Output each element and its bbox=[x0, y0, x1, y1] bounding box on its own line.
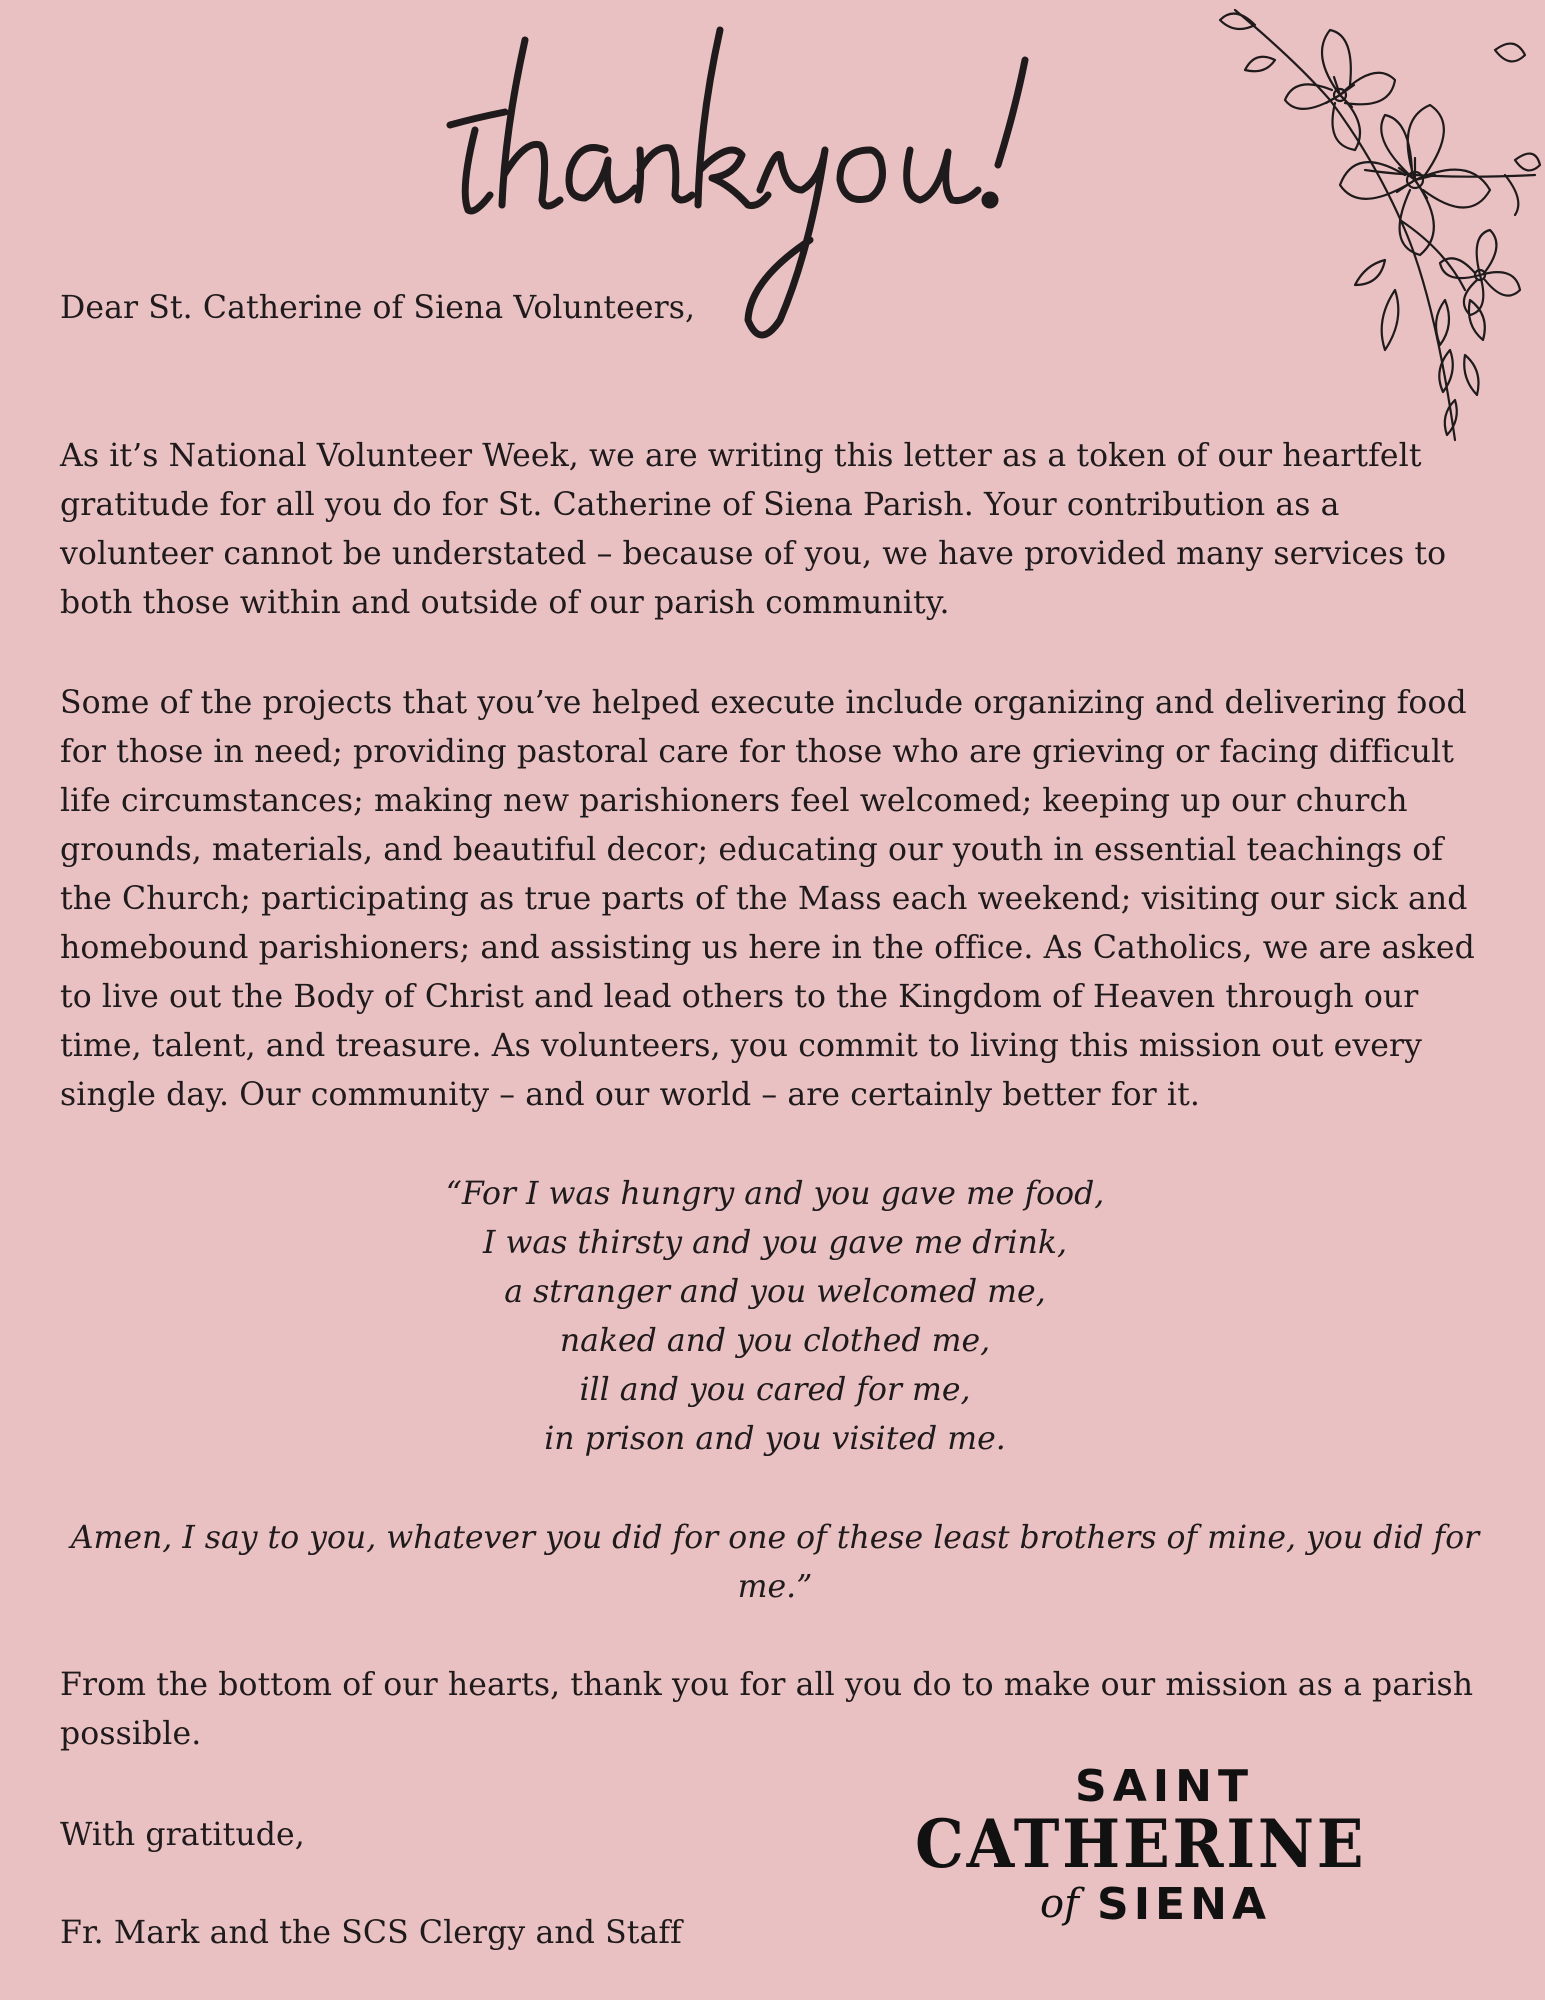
logo-saint: SAINT bbox=[1075, 1761, 1254, 1812]
scripture-quote bbox=[60, 1170, 1490, 1464]
floral-corner-icon bbox=[1215, 0, 1545, 450]
quote-line: I was thirsty and you gave me drink, bbox=[483, 1225, 1067, 1261]
quote-line: in prison and you visited me. bbox=[544, 1421, 1006, 1457]
greeting: Dear St. Catherine of Siena Volunteers, bbox=[60, 290, 696, 326]
logo-siena: SIENA bbox=[1097, 1879, 1271, 1930]
signoff: With gratitude, bbox=[60, 1817, 305, 1853]
quote-line: “For I was hungry and you gave me food, bbox=[445, 1176, 1105, 1212]
signature: Fr. Mark and the SCS Clergy and Staff bbox=[60, 1915, 682, 1951]
logo-catherine: CATHERINE bbox=[915, 1805, 1367, 1883]
parish-logo bbox=[915, 1762, 1425, 1932]
logo-of: of bbox=[1040, 1881, 1079, 1927]
quote-line: naked and you clothed me, bbox=[559, 1323, 991, 1359]
quote-line: ill and you cared for me, bbox=[579, 1372, 971, 1408]
quote-line: a stranger and you welcomed me, bbox=[504, 1274, 1046, 1310]
scripture-quote-closing: Amen, I say to you, whatever you did for one of these least brothers of mine, you did for me.” bbox=[70, 1520, 1480, 1605]
closing-paragraph: From the bottom of our hearts, thank you for all you do to make our mission as a parish possible. bbox=[60, 1667, 1474, 1752]
paragraph-projects: Some of the projects that you’ve helped execute include organizing and delivering food for those in need; providing pastoral care for those who are grieving or facing difficult life circumstances; making new parishioners feel welcomed; keeping up our church grounds, materials, and beautiful decor; educating our youth in essential teachings of the Church; participating as true parts of the Mass each weekend; visiting our sick and homebound parishioners; and assisting us here in the office. As Catholics, we are asked to live out the Body of Christ and lead others to the Kingdom of Heaven through our time, talent, and treasure. As volunteers, you commit to living this mission out every single day. Our community – and our world – are certainly better for it. bbox=[60, 685, 1475, 1113]
paragraph-volunteer-week: As it’s National Volunteer Week, we are writing this letter as a token of our heartfelt gratitude for all you do for St. Catherine of Siena Parish. Your contribution as a volunteer cannot be understated – because of you, we have provided many services to both those within and outside of our parish community. bbox=[60, 438, 1447, 621]
